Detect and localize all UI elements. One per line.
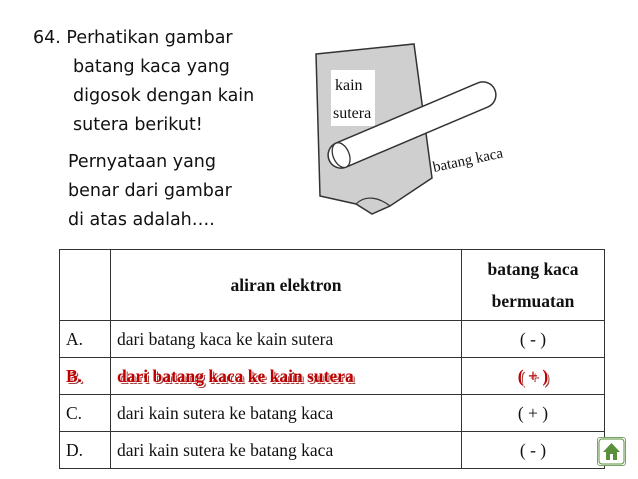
answer-option-d[interactable] [60,432,605,469]
option-letter: A. [60,321,111,358]
option-letter: B. [60,358,111,395]
home-button[interactable] [597,437,626,466]
option-charge: ( + ) [462,358,605,395]
home-icon [598,438,625,465]
option-text: dari batang kaca ke kain sutera [111,321,462,358]
rod-label: batang kaca [431,145,505,176]
option-charge: ( - ) [462,432,605,469]
header-empty-cell [60,250,111,321]
question-line: digosok dengan kain [73,86,255,106]
prompt-line: benar dari gambar [68,181,232,201]
answer-option-b[interactable] [60,358,605,395]
question-line: sutera berikut! [73,115,203,135]
option-charge: ( + ) [462,395,605,432]
question-line: 64. Perhatikan gambar [33,28,233,48]
option-text: dari kain sutera ke batang kaca [111,395,462,432]
header-rod-charge-line: bermuatan [491,291,575,311]
header-rod-charge-line: batang kaca [487,259,579,279]
cloth-label: sutera [333,105,372,122]
answer-table [59,249,605,469]
option-letter: D. [60,432,111,469]
table-header-row [60,250,605,321]
option-text: dari kain sutera ke batang kaca [111,432,462,469]
question-line: batang kaca yang [73,57,230,77]
answer-option-c[interactable] [60,395,605,432]
option-charge: ( - ) [462,321,605,358]
header-electron-flow: aliran elektron [111,250,462,321]
answer-option-a[interactable] [60,321,605,358]
prompt-line: Pernyataan yang [68,152,216,172]
cloth-label: kain [335,77,363,94]
option-letter: C. [60,395,111,432]
header-rod-charge [462,250,605,321]
option-text: dari batang kaca ke kain sutera [111,358,462,395]
prompt-line: di atas adalah…. [68,210,215,230]
